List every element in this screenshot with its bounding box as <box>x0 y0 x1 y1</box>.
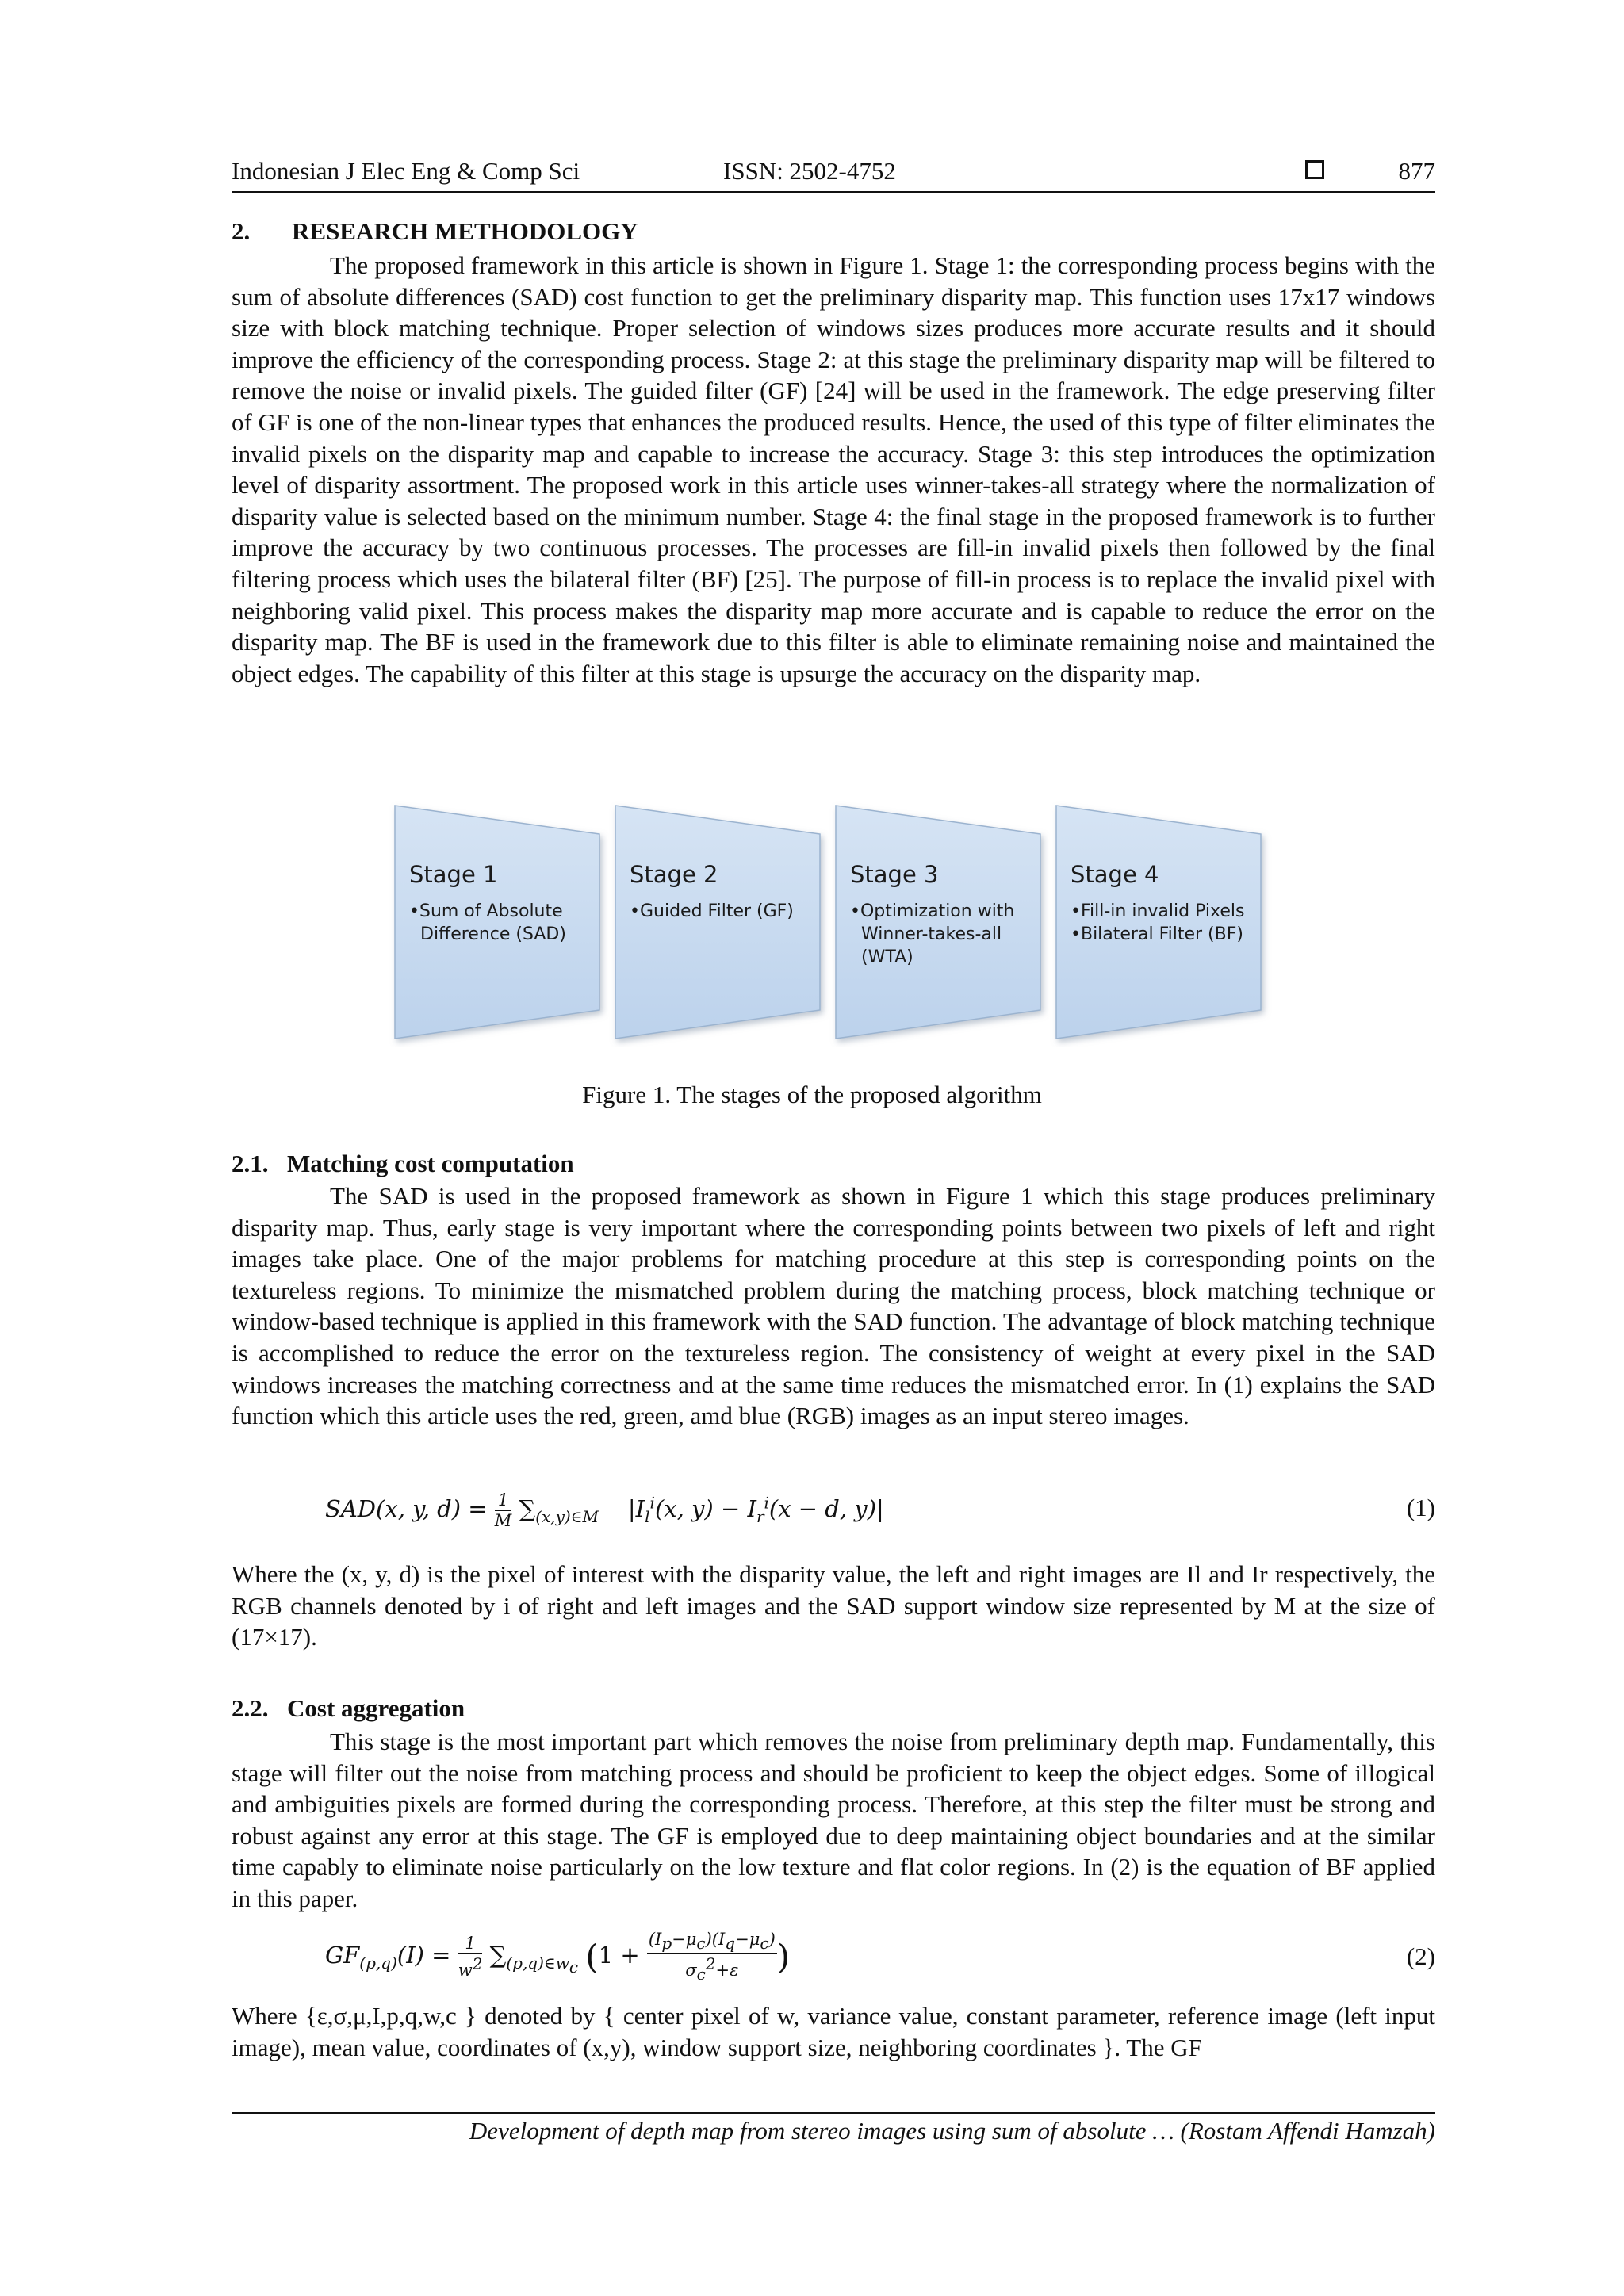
equation-number: (1) <box>1406 1494 1435 1521</box>
fraction: $\frac{1}{w^2}$ <box>458 1934 483 1980</box>
section-2-2-body <box>232 1726 1435 1915</box>
subsection-number: 2.1. <box>232 1150 269 1177</box>
stage-item: Winner-takes-all <box>861 924 1002 944</box>
fraction: $\frac{(I_p-\mu_c)(I_q-\mu_c)}{\sigma_c^2+\varepsilon}$ <box>648 1930 776 1984</box>
figure-caption: Figure 1. The stages of the proposed algorithm <box>582 1081 1042 1108</box>
section-2-body <box>232 250 1435 689</box>
paragraph: The SAD is used in the proposed framework as shown in Figure 1 which this stage produces preliminary disparity map. Thus, early stage is very important where the corresponding points between two pixels of left and right images take place. One of the major problems for matching procedure at this step is corresponding points on the textureless regions. To minimize the mismatched problem during the matching process, block matching technique or window-based technique is applied in this framework with the SAD function. The advantage of block matching technique is accomplished to reduce the error on the textureless region. The consistency of weight at every pixel in the SAD windows increases the matching correctness and at the same time reduces the mismatched error. In (1) explains the SAD function which this article uses the red, green, amd blue (RGB) images as an input stereo images. <box>232 1182 1435 1430</box>
stage-item: •Bilateral Filter (BF) <box>1071 924 1243 944</box>
section-2-1-where <box>232 1559 1435 1653</box>
fraction: $\frac{1}{M}$ <box>494 1490 512 1530</box>
figure-1 <box>389 801 1285 1047</box>
stage-item: •Sum of Absolute <box>409 901 563 921</box>
footer-rule <box>232 2112 1435 2114</box>
checkbox-square-icon <box>1305 160 1324 179</box>
issn: ISSN: 2502-4752 <box>723 157 896 185</box>
journal-name: Indonesian J Elec Eng & Comp Sci <box>232 157 580 185</box>
stage-title: Stage 1 <box>409 861 498 888</box>
running-header <box>232 152 1435 193</box>
header-rule <box>232 191 1435 193</box>
running-footer: Development of depth map from stereo images using sum of absolute … (Rostam Affendi Hamzah) <box>469 2117 1435 2145</box>
stage-item: Difference (SAD) <box>420 924 566 944</box>
stage-title: Stage 3 <box>850 861 939 888</box>
stage-title: Stage 2 <box>630 861 718 888</box>
subsection-title: Matching cost computation <box>287 1150 574 1177</box>
page-number: 877 <box>1398 157 1435 185</box>
section-2-1-body <box>232 1181 1435 1432</box>
where-paragraph: Where {ε,σ,μ,I,p,q,w,c } denoted by { center pixel of w, variance value, constant parameter, reference image (left input image), mean value, coordinates of (x,y), window support size, neighboring coordinates }. The GF <box>232 2002 1435 2061</box>
paragraph: This stage is the most important part which removes the noise from preliminary depth map. Fundamentally, this stage will filter out the noise from matching process and should be proficient to keep the object edges. Some of illogical and ambiguities pixels are formed during the corresponding process. Therefore, at this step the filter must be strong and robust against any error at this stage. The GF is employed due to deep maintaining object boundaries and at the similar time capably to eliminate noise particularly on the low texture and flat color regions. In (2) is the equation of BF applied in this paper. <box>232 1728 1435 1912</box>
equation-1: SAD(x, y, d) = $\frac{1}{M}$ $\sum_{(x,y)\in M}$ $|I_l^i(x$, $y) - I_r^i(x - d$, y)| <box>325 1490 884 1530</box>
stage-item: (WTA) <box>861 947 914 967</box>
section-heading <box>232 217 638 246</box>
where-paragraph: Where the (x, y, d) is the pixel of interest with the disparity value, the left and right images are Il and Ir respectively, the RGB channels denoted by i of right and left images and the SAD support window size represented by M at the size of (17×17). <box>232 1560 1435 1651</box>
subsection-heading <box>232 1150 574 1178</box>
subsection-title: Cost aggregation <box>287 1694 465 1722</box>
stage-item: •Optimization with <box>850 901 1015 921</box>
subsection-number: 2.2. <box>232 1694 269 1722</box>
equation-number: (2) <box>1406 1942 1435 1970</box>
stage-item: •Fill-in invalid Pixels <box>1071 901 1245 921</box>
section-title: RESEARCH METHODOLOGY <box>292 217 638 245</box>
equation-2: $GF_{(p,q)}(I)$ = $\frac{1}{w^2}$ $\sum_{(p,q)\in w_c}$ (1 + $\frac{(I_p-\mu_c)(I_q-\mu_c)}{\sigma_c^2+\varepsilon}$ ) <box>325 1930 791 1984</box>
section-number: 2. <box>232 217 251 245</box>
subsection-heading <box>232 1694 465 1723</box>
paragraph: The proposed framework in this article is shown in Figure 1. Stage 1: the corresponding process begins with the sum of absolute differences (SAD) cost function to get the preliminary disparity map. This function uses 17x17 windows size with block matching technique. Proper selection of windows sizes produces more accurate results and it should improve the efficiency of the corresponding process. Stage 2: at this stage the preliminary disparity map will be filtered to remove the noise or invalid pixels. The guided filter (GF) [24] will be used in the framework. The edge preserving filter of GF is one of the non-linear types that enhances the produced results. Hence, the used of this type of filter eliminates the invalid pixels on the disparity map and capable to increase the accuracy. Stage 3: this step introduces the optimization level of disparity assortment. The proposed work in this article uses winner-takes-all strategy where the normalization of disparity value is selected based on the minimum number. Stage 4: the final stage in the proposed framework is to further improve the accuracy by two continuous processes. The processes are fill-in invalid pixels then followed by the final filtering process which uses the bilateral filter (BF) [25]. The purpose of fill-in process is to replace the invalid pixel with neighboring valid pixel. This process makes the disparity map more accurate and is capable to reduce the error on the disparity map. The BF is used in the framework due to this filter is able to eliminate remaining noise and maintained the object edges. The capability of this filter at this stage is upsurge the accuracy on the disparity map. <box>232 251 1435 687</box>
stage-title: Stage 4 <box>1071 861 1159 888</box>
section-2-2-where <box>232 2000 1435 2063</box>
stage-item: •Guided Filter (GF) <box>630 901 794 921</box>
